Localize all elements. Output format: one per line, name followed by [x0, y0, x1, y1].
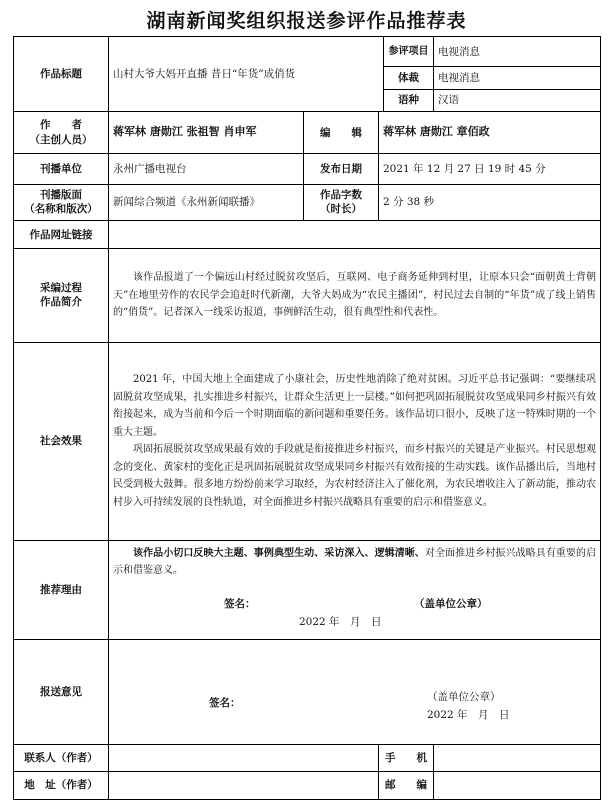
edition-label	[14, 184, 109, 220]
submit-label: 报送意见	[14, 640, 109, 745]
recommend-text	[113, 545, 596, 580]
genre-label: 体裁	[384, 67, 434, 89]
form-title: 湖南新闻奖组织报送参评作品推荐表	[146, 10, 467, 32]
publish-date-value: 2021 年 12 月 27 日 19 时 45 分	[379, 154, 601, 184]
recommend-sign-label: 签名：	[224, 597, 256, 610]
postcode-label: 邮 编	[379, 771, 434, 799]
author-label	[14, 111, 109, 154]
recommendation-form	[13, 36, 601, 800]
recommend-date: 2022 年 月 日	[299, 615, 382, 628]
impact-label: 社会效果	[14, 342, 109, 540]
phone-label: 手 机	[379, 745, 434, 771]
summary-label-main: 采编过程	[40, 282, 82, 295]
recommend-text-bold: 该作品小切口反映大主题、事例典型生动、采访深入、逻辑清晰、	[133, 547, 425, 559]
editor-label: 编 辑	[304, 111, 379, 154]
phone-value[interactable]	[434, 745, 601, 771]
publisher-label: 刊播单位	[14, 154, 109, 184]
genre-value: 电视消息	[434, 67, 601, 89]
work-title-label: 作品标题	[14, 37, 109, 112]
work-title-value: 山村大爷大妈开直播 昔日“年货”成俏货	[109, 37, 384, 112]
author-label-sub: （主创人员）	[29, 133, 93, 146]
summary-label-sub: 作品简介	[40, 296, 82, 309]
url-value[interactable]	[109, 221, 601, 249]
summary-text: 该作品报道了一个偏远山村经过脱贫攻坚后，互联网、电子商务延伸到村里，让原本只会“面朝黄土背朝天”在地里劳作的农民学会追赶时代新潮，大爷大妈成为“农民主播团”，村民过去自制的“年货”成了线上销售的“俏货”。记者深入一线采访报道，事例鲜活生动，很有典型性和代表性。	[113, 272, 597, 319]
publisher-value: 永州广播电视台	[109, 154, 304, 184]
address-value[interactable]	[109, 771, 379, 799]
submit-cell	[109, 640, 601, 745]
impact-text-cell	[109, 342, 601, 540]
submit-date: 2022 年 月 日	[427, 709, 510, 722]
publish-date-label: 发布日期	[304, 154, 379, 184]
length-value: 2 分 38 秒	[379, 184, 601, 220]
language-value: 汉语	[434, 89, 601, 111]
summary-text-cell	[109, 249, 601, 342]
recommend-stamp: （盖单位公章）	[414, 597, 488, 610]
edition-label-sub: （名称和版次）	[24, 203, 98, 216]
editor-value: 蒋军林 唐勋江 章佰政	[379, 111, 601, 154]
edition-label-main: 刊播版面	[40, 189, 82, 202]
submit-sign-label: 签名：	[209, 697, 241, 710]
impact-paragraph-2: 巩固拓展脱贫攻坚成果最有效的手段就是衔接推进乡村振兴，而乡村振兴的关键是产业振兴。村民思想观念的变化、黄家村的变化正是巩固拓展脱贫攻坚成果同乡村振兴有效衔接的生动实践。该作品播出后，当地村民受到极大鼓舞。很多地方纷纷前来学习取经，为农村经济注入了催化剂，为农民增收注入了新动能，推动农村步入可持续发展的良性轨道，对全面推进乡村振兴战略具有重要的启示和借鉴意义。	[113, 444, 597, 508]
length-label-main: 作品字数	[320, 189, 362, 202]
summary-label	[14, 249, 109, 342]
impact-paragraph-1: 2021 年，中国大地上全面建成了小康社会，历史性地消除了绝对贫困。习近平总书记强调：“要继续巩固脱贫攻坚成果，扎实推进乡村振兴，让群众生活更上一层楼。”如何把巩固拓展脱贫攻坚成果同乡村振兴有效衔接起来，成为当前和今后一个时期面临的新问题和重要任务。该作品切口很小，反映了这一特殊时期的一个重大主题。	[113, 374, 597, 438]
contact-label: 联系人（作者）	[14, 745, 109, 771]
category-label: 参评项目	[384, 37, 434, 67]
length-label	[304, 184, 379, 220]
language-label: 语种	[384, 89, 434, 111]
recommend-label: 推荐理由	[14, 540, 109, 639]
url-label: 作品网址链接	[14, 221, 109, 249]
submit-stamp: （盖单位公章）	[427, 691, 501, 704]
length-label-sub: （时长）	[320, 203, 362, 216]
address-label: 地 址（作者）	[14, 771, 109, 799]
recommend-cell	[109, 540, 601, 639]
category-value: 电视消息	[434, 37, 601, 67]
author-value: 蒋军林 唐勋江 张祖智 肖申军	[109, 111, 304, 154]
author-label-main: 作 者	[40, 119, 82, 132]
recommend-text-rest: 对全面推进乡村振兴战略具有重要的启示和借鉴意义。	[113, 547, 597, 577]
postcode-value[interactable]	[434, 771, 601, 799]
edition-value: 新闻综合频道《永州新闻联播》	[109, 184, 304, 220]
contact-value[interactable]	[109, 745, 379, 771]
